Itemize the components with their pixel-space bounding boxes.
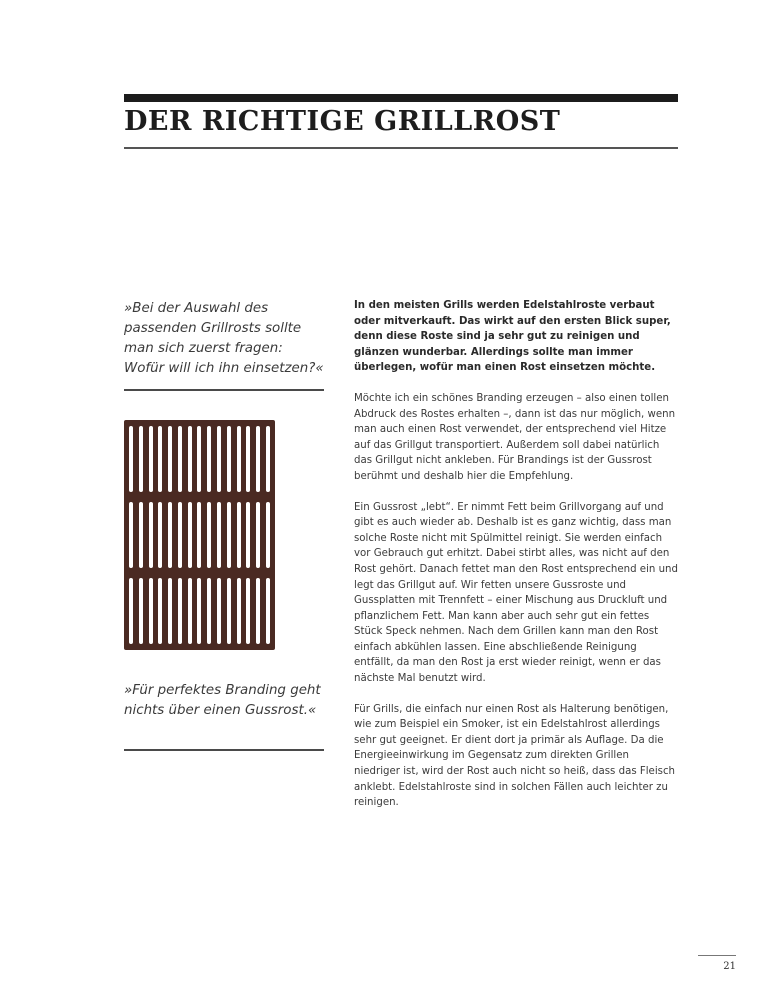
page-number: 21: [723, 961, 736, 972]
grate-slot: [227, 426, 231, 492]
grate-slot: [237, 502, 241, 568]
grate-slot: [149, 502, 153, 568]
grate-slot: [207, 578, 211, 644]
grate-slot: [188, 426, 192, 492]
grate-slot: [178, 502, 182, 568]
grate-slot: [139, 578, 143, 644]
grate-slot: [158, 502, 162, 568]
grate-slot: [207, 426, 211, 492]
grate-slot: [149, 426, 153, 492]
grate-slot: [129, 578, 133, 644]
grate-slot: [149, 578, 153, 644]
grate-slot: [266, 502, 270, 568]
grate-slot: [237, 578, 241, 644]
pullquote-1: »Bei der Auswahl des passenden Grillrosts sollte man sich zuerst fragen: Wofür will ich ihn einsetzen?«: [124, 301, 324, 376]
grate-slot: [197, 502, 201, 568]
grate-slot: [158, 578, 162, 644]
lead-paragraph: In den meisten Grills werden Edelstahlroste verbaut oder mitverkauft. Das wirkt auf den ersten Blick super, denn diese Roste sind ja sehr gut zu reinigen und glänzen wunderbar. Allerdings sollte man immer überlegen, wofür man einen Rost einsetzen möchte.: [354, 300, 671, 374]
grate-slot: [207, 502, 211, 568]
grate-slot: [139, 502, 143, 568]
body-paragraph-edelstahl: Für Grills, die einfach nur einen Rost als Halterung benötigen, wie zum Beispiel ein Smoker, ist ein Edelstahlrost allerdings sehr gut geeignet. Er dient dort ja primär als Auflage. Da die Energieeinwirkung im Gegensatz zum direkten Grillen niedriger ist, wird der Rost auch nicht so heiß, dass das Fleisch anklebt. Edelstahlroste sind in solchen Fällen auch leichter zu reinigen.: [354, 703, 676, 809]
body-paragraph-gussrost: Ein Gussrost „lebt“. Er nimmt Fett beim Grillvorgang auf und gibt es auch wieder ab. Deshalb ist es ganz wichtig, dass man solche Roste nicht mit Spülmittel reinigt. Sie werden einfach vor Gebrauch gut erhitzt. Dabei stirbt alles, was nicht auf den Rost gehört. Danach fettet man den Rost entsprechend ein und legt das Grillgut auf. Wir fetten unsere Gussroste und Gussplatten mit Trennfett – einer Mischung aus Druckluft und pflanzlichem Fett. Man kann aber auch sehr gut ein fettes Stück Speck nehmen. Nach dem Grillen kann man den Rost einfach abkühlen lassen. Eine abschließende Reinigung entfällt, da man den Rost ja erst wieder reinigt, wenn er das nächste Mal benutzt wird.: [354, 501, 678, 685]
title-bottom-rule: [124, 147, 678, 149]
grate-slot: [237, 426, 241, 492]
grate-slot: [256, 426, 260, 492]
grate-slot: [197, 578, 201, 644]
grate-slot: [168, 426, 172, 492]
grate-slot: [168, 502, 172, 568]
grate-slot: [129, 502, 133, 568]
page-number-rule: [698, 955, 736, 956]
grate-slot: [139, 426, 143, 492]
grate-slot: [178, 426, 182, 492]
body-text-column: [354, 298, 678, 826]
grate-slot: [217, 426, 221, 492]
pullquote-2: »Für perfektes Branding geht nichts über einen Gussrost.«: [124, 683, 321, 718]
grate-slot: [246, 426, 250, 492]
grate-slot: [158, 426, 162, 492]
grate-slot: [168, 578, 172, 644]
grate-slot: [256, 502, 260, 568]
grate-slot: [188, 578, 192, 644]
grate-slot: [266, 578, 270, 644]
grate-slot: [217, 578, 221, 644]
grate-slot: [266, 426, 270, 492]
grate-row: [129, 502, 270, 568]
grate-slot: [217, 502, 221, 568]
grate-slot: [178, 578, 182, 644]
grate-slot: [256, 578, 260, 644]
grate-slot: [197, 426, 201, 492]
pullquote-1-rule: [124, 389, 324, 391]
title-top-rule: [124, 94, 678, 102]
grate-row: [129, 426, 270, 492]
grill-grate-illustration: [124, 420, 275, 650]
grate-slot: [227, 578, 231, 644]
grate-slot: [227, 502, 231, 568]
grate-slot: [246, 578, 250, 644]
grate-row: [129, 578, 270, 644]
grate-slot: [246, 502, 250, 568]
grate-slot: [129, 426, 133, 492]
pullquote-2-rule: [124, 749, 324, 751]
page-title: DER RICHTIGE GRILLROST: [124, 106, 561, 137]
body-paragraph-branding: Möchte ich ein schönes Branding erzeugen – also einen tollen Abdruck des Rostes erhalten –, dann ist das nur möglich, wenn man auch einen Rost verwendet, der entsprechend viel Hitze auf das Grillgut transportiert. Außerdem soll dabei natürlich das Grillgut nicht ankleben. Für Brandings ist der Gussrost berühmt und deshalb hier die Empfehlung.: [354, 392, 676, 482]
grate-slot: [188, 502, 192, 568]
